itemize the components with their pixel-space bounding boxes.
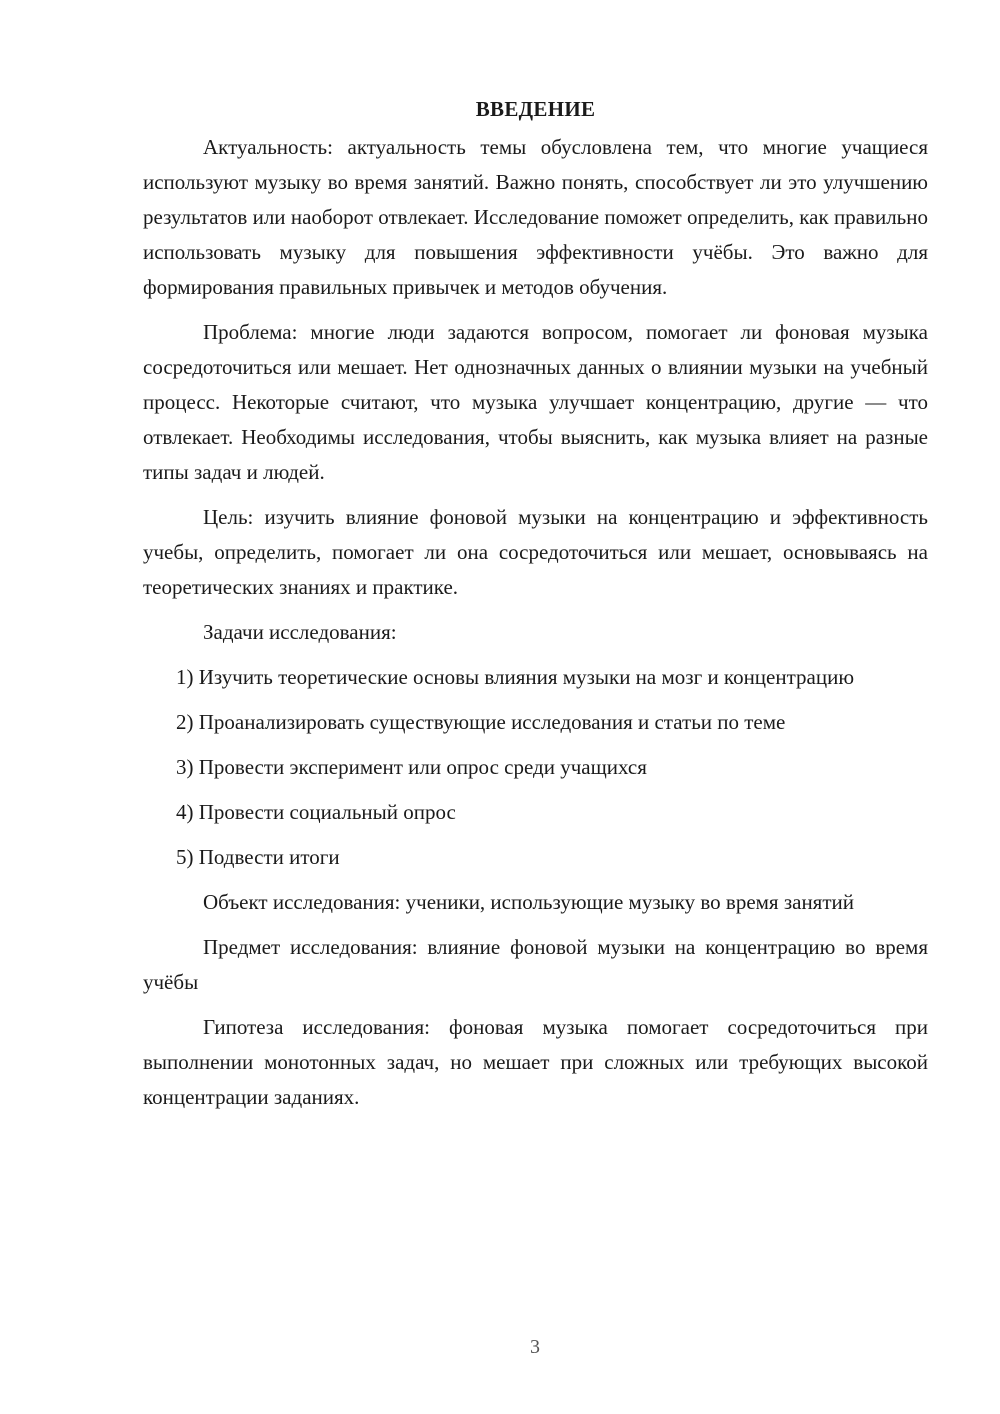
page-title: ВВЕДЕНИЕ xyxy=(475,97,596,121)
goal-paragraph: Цель: изучить влияние фоновой музыки на концентрацию и эффективность учебы, определить, помогает ли она сосредоточиться или мешает, основываясь на теоретических знаниях и практике. xyxy=(143,505,928,599)
page-number: 3 xyxy=(530,1336,540,1358)
task-item-3: 3) Провести эксперимент или опрос среди учащихся xyxy=(176,755,647,779)
object-paragraph: Объект исследования: ученики, использующие музыку во время занятий xyxy=(203,890,854,914)
problem-paragraph: Проблема: многие люди задаются вопросом, помогает ли фоновая музыка сосредоточиться или мешает. Нет однозначных данных о влиянии музыки на учебный процесс. Некоторые считают, что музыка улучшает концентрацию, другие — что отвлекает. Необходимы исследования, чтобы выяснить, как музыка влияет на разные типы задач и людей. xyxy=(143,320,928,484)
subject-paragraph: Предмет исследования: влияние фоновой музыки на концентрацию во время учёбы xyxy=(143,935,928,994)
hypothesis-paragraph: Гипотеза исследования: фоновая музыка помогает сосредоточиться при выполнении монотонных задач, но мешает при сложных или требующих высокой концентрации заданиях. xyxy=(143,1015,928,1109)
task-item-5: 5) Подвести итоги xyxy=(176,845,340,869)
page-content xyxy=(143,92,928,1125)
task-item-2: 2) Проанализировать существующие исследования и статьи по теме xyxy=(176,710,786,734)
tasks-heading: Задачи исследования: xyxy=(203,620,397,644)
relevance-paragraph: Актуальность: актуальность темы обусловлена тем, что многие учащиеся используют музыку во время занятий. Важно понять, способствует ли это улучшению результатов или наоборот отвлекает. Исследование поможет определить, как правильно использовать музыку для повышения эффективности учёбы. Это важно для формирования правильных привычек и методов обучения. xyxy=(143,135,928,299)
task-item-1: 1) Изучить теоретические основы влияния музыки на мозг и концентрацию xyxy=(176,665,855,689)
task-item-4: 4) Провести социальный опрос xyxy=(176,800,456,824)
